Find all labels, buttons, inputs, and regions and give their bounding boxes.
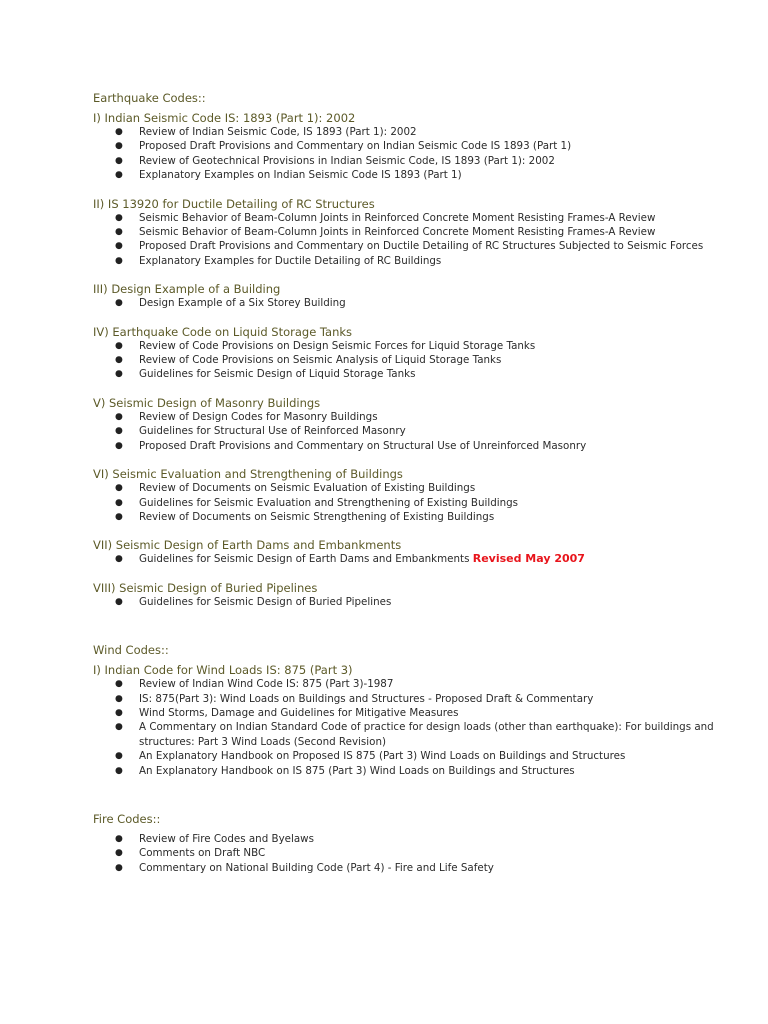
bullet-icon: ● xyxy=(115,751,123,762)
bullet-icon: ● xyxy=(115,511,123,522)
bullet-icon: ● xyxy=(115,707,123,718)
bullet-icon: ● xyxy=(115,170,123,181)
bullet-icon: ● xyxy=(115,833,123,844)
list-item[interactable]: ● Review of Code Provisions on Seismic Analysis of Liquid Storage Tanks xyxy=(115,354,502,367)
bullet-icon: ● xyxy=(115,596,123,607)
section-heading-is1893: I) Indian Seismic Code IS: 1893 (Part 1): 2002 xyxy=(93,111,356,125)
section-list-masonry xyxy=(93,410,733,453)
bullet-icon: ● xyxy=(115,155,123,166)
bullet-icon: ● xyxy=(115,693,123,704)
section-heading-wind-loads: I) Indian Code for Wind Loads IS: 875 (Part 3) xyxy=(93,663,353,678)
list-item[interactable]: ● Guidelines for Seismic Design of Liquid Storage Tanks xyxy=(115,368,416,381)
bullet-icon: ● xyxy=(115,340,123,351)
list-item[interactable]: ● Guidelines for Seismic Design of Earth Dams and Embankments Revised May 2007 xyxy=(115,552,585,566)
bullet-icon: ● xyxy=(115,862,123,873)
section-list-is1893 xyxy=(93,125,733,183)
list-item[interactable]: ● Explanatory Examples on Indian Seismic Code IS 1893 (Part 1) xyxy=(115,169,462,182)
list-item[interactable]: ● Proposed Draft Provisions and Commentary on Structural Use of Unreinforced Masonry xyxy=(115,439,587,452)
section-list-wind-loads xyxy=(93,677,733,778)
list-item[interactable]: ● Review of Indian Seismic Code, IS 1893 (Part 1): 2002 xyxy=(115,126,417,138)
section-heading-masonry: V) Seismic Design of Masonry Buildings xyxy=(93,395,321,410)
list-item[interactable]: ● Wind Storms, Damage and Guidelines for Mitigative Measures xyxy=(115,706,459,719)
list-item[interactable]: ● Proposed Draft Provisions and Commentary on Indian Seismic Code IS 1893 (Part 1) xyxy=(115,140,572,153)
bullet-icon: ● xyxy=(115,848,123,859)
section-list-earth-dams xyxy=(93,552,733,566)
bullet-icon: ● xyxy=(115,355,123,366)
list-item[interactable]: ● Review of Design Codes for Masonry Buildings xyxy=(115,410,378,423)
list-item[interactable]: ● Proposed Draft Provisions and Commentary on Ductile Detailing of RC Structures Subjected to Seismic Forces xyxy=(115,240,704,253)
list-item[interactable]: ● Review of Documents on Seismic Strengthening of Existing Buildings xyxy=(115,510,495,523)
bullet-icon: ● xyxy=(115,497,123,508)
section-list-evaluation xyxy=(93,481,733,524)
wind-codes-title: Wind Codes:: xyxy=(93,643,169,658)
earthquake-codes-title: Earthquake Codes:: xyxy=(93,91,206,105)
list-item[interactable]: ● Review of Indian Wind Code IS: 875 (Part 3)-1987 xyxy=(115,678,394,691)
bullet-icon: ● xyxy=(115,141,123,152)
bullet-icon: ● xyxy=(115,212,123,223)
document-page xyxy=(93,91,733,875)
bullet-icon: ● xyxy=(115,426,123,437)
list-item[interactable]: ● Seismic Behavior of Beam-Column Joints in Reinforced Concrete Moment Resisting Frames-A Review xyxy=(115,211,656,224)
section-heading-liquid-tanks: IV) Earthquake Code on Liquid Storage Tanks xyxy=(93,324,353,339)
bullet-icon: ● xyxy=(115,411,123,422)
list-item[interactable]: ● Guidelines for Structural Use of Reinforced Masonry xyxy=(115,425,406,438)
list-item[interactable]: ● Seismic Behavior of Beam-Column Joints in Reinforced Concrete Moment Resisting Frames-A Review xyxy=(115,226,656,239)
list-item[interactable]: ● Design Example of a Six Storey Building xyxy=(115,297,346,310)
list-item[interactable]: ● Review of Fire Codes and Byelaws xyxy=(115,832,314,845)
bullet-icon: ● xyxy=(115,440,123,451)
bullet-icon: ● xyxy=(115,298,123,309)
fire-codes-title: Fire Codes:: xyxy=(93,811,161,826)
bullet-icon: ● xyxy=(115,255,123,266)
bullet-icon: ● xyxy=(115,483,123,494)
section-list-fire xyxy=(93,832,733,875)
list-item[interactable]: ● Commentary on National Building Code (Part 4) - Fire and Life Safety xyxy=(115,861,494,874)
bullet-icon: ● xyxy=(115,554,123,565)
revised-badge: Revised May 2007 xyxy=(472,552,585,566)
bullet-icon: ● xyxy=(115,241,123,252)
list-item[interactable]: ● Review of Geotechnical Provisions in Indian Seismic Code, IS 1893 (Part 1): 2002 xyxy=(115,154,555,167)
section-heading-earth-dams: VII) Seismic Design of Earth Dams and Embankments xyxy=(93,538,402,553)
section-heading-buried-pipelines: VIII) Seismic Design of Buried Pipelines xyxy=(93,580,318,595)
list-item[interactable]: ● Guidelines for Seismic Design of Buried Pipelines xyxy=(115,595,392,608)
list-item[interactable]: ● Review of Documents on Seismic Evaluation of Existing Buildings xyxy=(115,482,476,495)
list-item[interactable]: ● Guidelines for Seismic Evaluation and Strengthening of Existing Buildings xyxy=(115,496,519,509)
section-list-design-example xyxy=(93,296,733,310)
section-heading-design-example: III) Design Example of a Building xyxy=(93,282,281,297)
list-item[interactable]: ● A Commentary on Indian Standard Code of practice for design loads (other than earthquake): For buildings and structures: Part 3 Wind Loads (Second Revision) xyxy=(115,721,714,748)
section-heading-is13920: II) IS 13920 for Ductile Detailing of RC Structures xyxy=(93,196,375,211)
list-item[interactable]: ● Review of Code Provisions on Design Seismic Forces for Liquid Storage Tanks xyxy=(115,339,536,352)
bullet-icon: ● xyxy=(115,679,123,690)
bullet-icon: ● xyxy=(115,765,123,776)
bullet-icon: ● xyxy=(115,127,123,137)
list-item[interactable]: ● Explanatory Examples for Ductile Detailing of RC Buildings xyxy=(115,254,442,267)
list-item[interactable]: ● Comments on Draft NBC xyxy=(115,847,266,860)
section-list-liquid-tanks xyxy=(93,339,733,382)
list-item[interactable]: ● An Explanatory Handbook on IS 875 (Part 3) Wind Loads on Buildings and Structures xyxy=(115,764,575,777)
list-item[interactable]: ● IS: 875(Part 3): Wind Loads on Buildings and Structures - Proposed Draft & Commentary xyxy=(115,692,594,705)
bullet-icon: ● xyxy=(115,369,123,380)
section-list-buried-pipelines xyxy=(93,595,733,609)
list-item[interactable]: ● An Explanatory Handbook on Proposed IS 875 (Part 3) Wind Loads on Buildings and Structures xyxy=(115,750,626,763)
section-heading-evaluation: VI) Seismic Evaluation and Strengthening of Buildings xyxy=(93,467,403,482)
bullet-icon: ● xyxy=(115,227,123,238)
bullet-icon: ● xyxy=(115,722,123,733)
section-list-is13920 xyxy=(93,211,733,269)
